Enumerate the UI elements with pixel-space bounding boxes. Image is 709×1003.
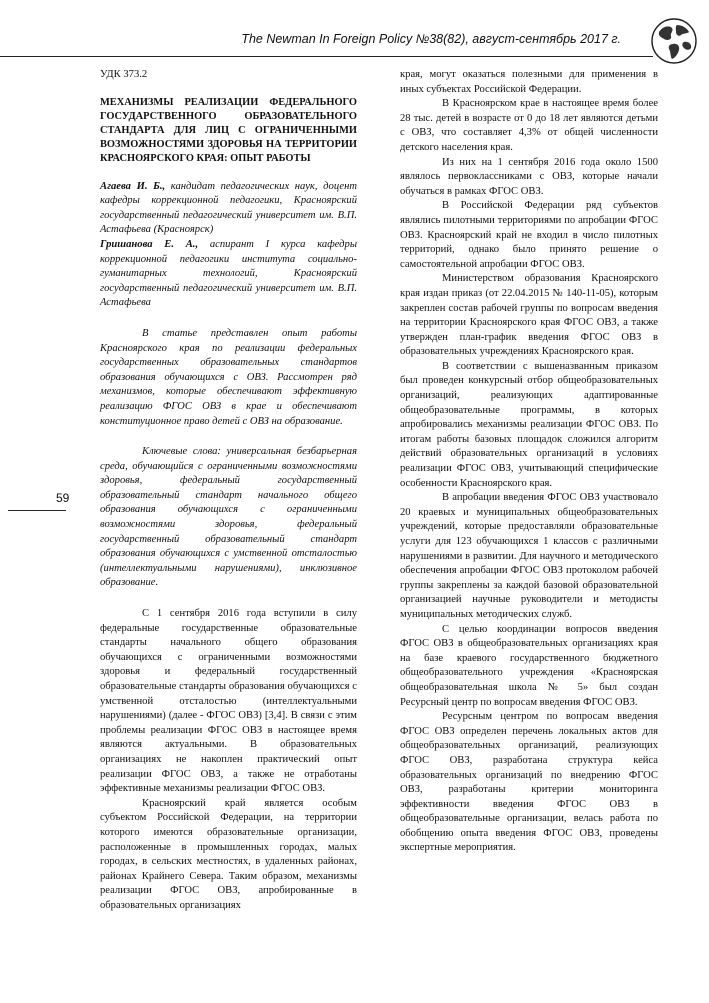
- body-paragraph: В Российской Федерации ряд субъектов являлись пилотными территориями по апробации ФГОС ОВЗ. Красноярский край не входил в число пилотных территорий, однако было принято решение о самостоятельной апробации ФГОС ОВЗ.: [400, 200, 658, 270]
- left-column: [100, 68, 357, 914]
- right-column: [400, 68, 658, 856]
- body-paragraph: Из них на 1 сентября 2016 года около 1500 являлось первоклассниками с ОВЗ, которые начали обучаться в рамках ФГОС ОВЗ.: [400, 156, 658, 197]
- author2-name: Гришанова Е. А.,: [100, 238, 199, 250]
- body-paragraph: С целью координации вопросов введения ФГОС ОВЗ в общеобразовательных организациях края на базе краевого государственного бюджетного общеобразовательного учреждения «Красноярская общеобразовательная школа № 5» был создан Ресурсный центр по вопросам введения ФГОС ОВЗ.: [400, 623, 658, 708]
- author1-name: Агаева И. Б.,: [100, 180, 166, 192]
- page-number-rule: [8, 510, 66, 511]
- body-paragraph: Министерством образования Красноярского края издан приказ (от 22.04.2015 № 140-11-05), которым закреплен состав рабочей группы по вопросам введения на территории Красноярского края ФГОС ОВЗ, а также утвержден план-график введения ФГОС ОВЗ в образовательных учреждениях Красноярского края.: [400, 273, 658, 358]
- journal-title: The Newman In Foreign Policy №38(82), август-сентябрь 2017 г.: [241, 32, 621, 46]
- abstract: В статье представлен опыт работы Красноярского края по реализации федеральных государственных образовательных стандартов образования обучающихся с ОВЗ. Рассмотрен ряд механизмов, которые обеспечивают эффективную реализацию ФГОС ОВЗ в крае и обеспечивают конституционное право детей с ОВЗ на образование.: [100, 327, 357, 427]
- body-paragraph: Ресурсным центром по вопросам введения ФГОС ОВЗ определен перечень локальных актов для общеобразовательных организаций, реализующих ФГОС ОВЗ, разработана структура кейса образовательных организаций по внедрению ФГОС ОВЗ, разработаны критерии мониторинга эффективности введения ФГОС ОВЗ в общеобразовательные организации, велась работа по обобщению опыта введения ФГОС ОВЗ, проведены экспертные мероприятия.: [400, 711, 658, 854]
- body-paragraph: С 1 сентября 2016 года вступили в силу федеральные государственные образовательные стандарты начального общего образования обучающихся с ограниченными возможностями здоровья и федеральный государственный образовательные стандарты образования обучающихся с умственной отсталостью (интеллектуальными нарушениями) (далее - ФГОС ОВЗ) [3,4]. В связи с этим проблемы реализации ФГОС ОВЗ в настоящее время являются актуальными. В образовательных организациях не накоплен практический опыт реализации ФГОС ОВЗ, а также не отработаны эффективные механизмы реализации ФГОС ОВЗ.: [100, 608, 357, 795]
- author2-affiliation: аспирант I курса кафедры коррекционной педагогики института социально-гуманитарных технологий, Красноярский государственный педагогический университет им. В.П. Астафьева: [100, 238, 357, 309]
- authors-block: [100, 180, 357, 311]
- globe-icon: [649, 16, 699, 66]
- keywords: Ключевые слова: универсальная безбарьерная среда, обучающийся с ограниченными возможностями здоровья, федеральный государственный образовательный стандарт начального общего образования обучающихся с ограниченными возможностями здоровья, федеральный государственный образовательный стандарт образования обучающихся с умственной отсталостью (интеллектуальными нарушениями), инклюзивное образование.: [100, 446, 357, 589]
- author1-affiliation: кандидат педагогических наук, доцент кафедры коррекционной педагогики, Красноярский государственный педагогический университет им. В.П. Астафьева (Красноярск): [100, 180, 357, 236]
- page-number: 59: [56, 491, 70, 505]
- article-title: МЕХАНИЗМЫ РЕАЛИЗАЦИИ ФЕДЕРАЛЬНОГО ГОСУДАРСТВЕННОГО ОБРАЗОВАТЕЛЬНОГО СТАНДАРТА ДЛЯ ЛИЦ С ОГРАНИЧЕННЫМИ ВОЗМОЖНОСТЯМИ ЗДОРОВЬЯ НА ТЕРРИТОРИИ КРАСНОЯРСКОГО КРАЯ: ОПЫТ РАБОТЫ: [100, 96, 357, 164]
- body-paragraph: края, могут оказаться полезными для применения в иных субъектах Российской Федерации.: [400, 69, 658, 95]
- header-rule: [0, 56, 653, 57]
- udk-code: УДК 373.2: [100, 69, 148, 80]
- body-paragraph: Красноярский край является особым субъектом Российской Федерации, на территории которого имеются образовательные организации, расположенные в промышленных городах, малых городах, в сельских местностях, в удаленных районах, районах Крайнего Севера. Таким образом, механизмы реализации ФГОС ОВЗ, апробированные в образовательных организациях: [100, 797, 357, 911]
- body-paragraph: В апробации введения ФГОС ОВЗ участвовало 20 краевых и муниципальных общеобразовательных учреждений, которые предоставляли образовательные услуги для 123 обучающихся 1 классов с различными нарушениями в развитии. Для научного и методического обеспечения апробации ФГОС ОВЗ протоколом рабочей группы закреплены за каждой базовой образовательной организацией научные руководители и методисты муниципальных методических служб.: [400, 492, 658, 620]
- body-paragraph: В соответствии с вышеназванным приказом был проведен конкурсный отбор общеобразовательных организаций, реализующих адаптированные общеобразовательные программы, в которых апробировались механизмы реализации ФГОС ОВЗ. По итогам работы базовых площадок сложился алгоритм действий образовательных организаций в условиях реализации ФГОС ОВЗ, учитывающий специфические особенности Красноярского края.: [400, 360, 658, 489]
- body-paragraph: В Красноярском крае в настоящее время более 28 тыс. детей в возрасте от 0 до 18 лет являются детьми с ОВЗ, что составляет 4,3% от общей численности детского населения края.: [400, 98, 658, 153]
- page-header: [0, 24, 709, 74]
